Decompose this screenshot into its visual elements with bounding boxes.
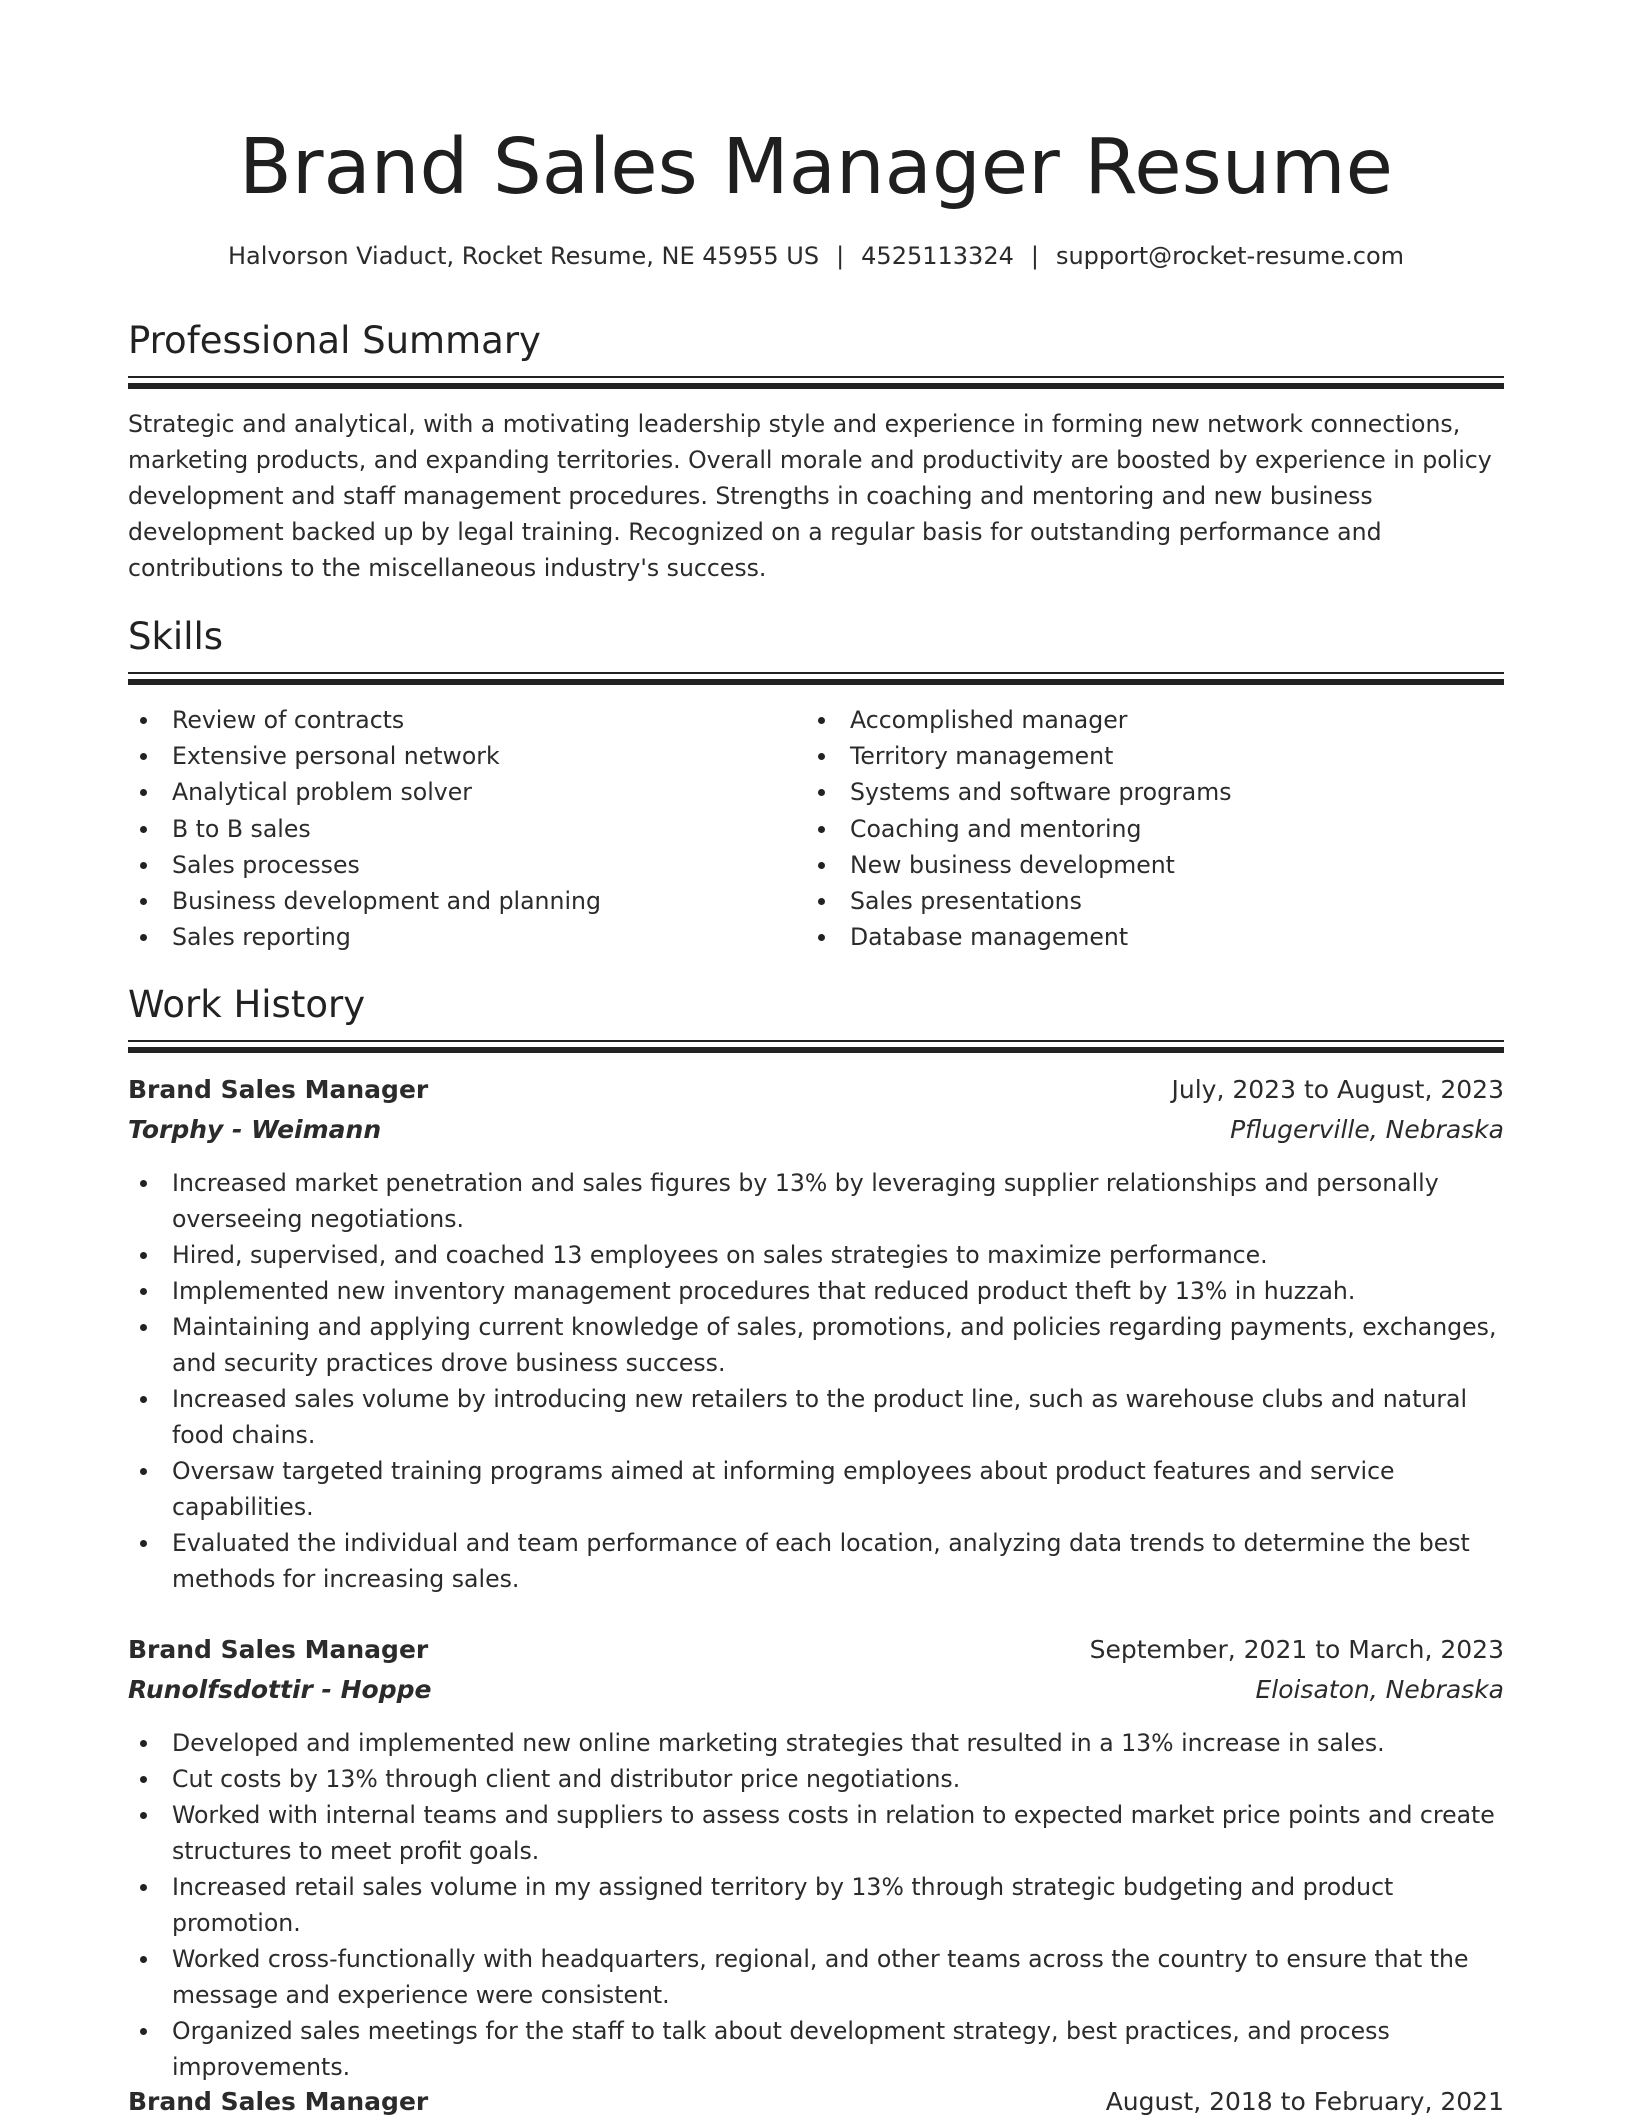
job-dates: August, 2018 to February, 2021 (1105, 2087, 1504, 2116)
contact-phone: 4525113324 (861, 242, 1014, 270)
contact-separator: | (836, 242, 845, 270)
job-bullet: Organized sales meetings for the staff to talk about development strategy, best practices, and process improvements. (128, 2013, 1504, 2085)
job-bullet: Increased sales volume by introducing new retailers to the product line, such as warehouse clubs and natural food chains. (128, 1381, 1504, 1453)
job-bullets (128, 1725, 1504, 2085)
resume-title: Brand Sales Manager Resume (239, 123, 1393, 212)
skill-item: Review of contracts (128, 702, 798, 738)
job-title: Brand Sales Manager (128, 2087, 429, 2116)
job-bullets (128, 1165, 1504, 1597)
job-bullet: Increased market penetration and sales figures by 13% by leveraging supplier relationships and personally overseeing negotiations. (128, 1165, 1504, 1237)
job-bullet: Hired, supervised, and coached 13 employees on sales strategies to maximize performance. (128, 1237, 1504, 1273)
section-title-work: Work History (128, 983, 366, 1026)
skill-item: Analytical problem solver (128, 774, 798, 810)
skill-item: Coaching and mentoring (806, 811, 1504, 847)
skill-item: Extensive personal network (128, 738, 798, 774)
job-title: Brand Sales Manager (128, 1075, 429, 1104)
skill-item: Sales reporting (128, 919, 798, 955)
skill-item: Sales processes (128, 847, 798, 883)
job-bullet: Developed and implemented new online marketing strategies that resulted in a 13% increase in sales. (128, 1725, 1504, 1761)
skill-item: Sales presentations (806, 883, 1504, 919)
skills-section-header (128, 614, 1504, 660)
skill-item: Systems and software programs (806, 774, 1504, 810)
section-title-skills: Skills (128, 615, 224, 658)
skill-item: Business development and planning (128, 883, 798, 919)
job-location: Eloisaton, Nebraska (1255, 1675, 1504, 1704)
skill-item: Territory management (806, 738, 1504, 774)
job-bullet: Implemented new inventory management procedures that reduced product theft by 13% in huzzah. (128, 1273, 1504, 1309)
contact-line (128, 240, 1504, 272)
job-location: Pflugerville, Nebraska (1230, 1115, 1504, 1144)
job-bullet: Oversaw targeted training programs aimed at informing employees about product features and service capabilities. (128, 1453, 1504, 1525)
skills-list-left (128, 702, 798, 955)
skill-item: Accomplished manager (806, 702, 1504, 738)
contact-email: support@rocket-resume.com (1055, 242, 1405, 270)
job-bullet: Maintaining and applying current knowledge of sales, promotions, and policies regarding payments, exchanges, and security practices drove business success. (128, 1309, 1504, 1381)
summary-text: Strategic and analytical, with a motivating leadership style and experience in forming new network connections, marketing products, and expanding territories. Overall morale and productivity are boosted by experience in policy development and staff management procedures. Strengths in coaching and mentoring and new business development backed up by legal training. Recognized on a regular basis for outstanding performance and contributions to the miscellaneous industry's success. (128, 410, 1492, 582)
skill-item: Database management (806, 919, 1504, 955)
skills-list-right (806, 702, 1504, 955)
job-bullet: Worked with internal teams and suppliers to assess costs in relation to expected market price points and create structures to meet profit goals. (128, 1797, 1504, 1869)
summary-section-header (128, 318, 1504, 364)
skill-item: New business development (806, 847, 1504, 883)
job-bullet: Cut costs by 13% through client and distributor price negotiations. (128, 1761, 1504, 1797)
job-company: Torphy - Weimann (128, 1115, 382, 1144)
skill-item: B to B sales (128, 811, 798, 847)
contact-address: Halvorson Viaduct, Rocket Resume, NE 45955 US (227, 242, 820, 270)
job-company: Runolfsdottir - Hoppe (128, 1675, 432, 1704)
work-section-header (128, 982, 1504, 1028)
job-dates: July, 2023 to August, 2023 (1171, 1075, 1504, 1104)
job-bullet: Increased retail sales volume in my assigned territory by 13% through strategic budgeting and product promotion. (128, 1869, 1504, 1941)
job-bullet: Worked cross-functionally with headquarters, regional, and other teams across the country to ensure that the message and experience were consistent. (128, 1941, 1504, 2013)
contact-separator: | (1030, 242, 1039, 270)
job-bullet: Evaluated the individual and team performance of each location, analyzing data trends to determine the best methods for increasing sales. (128, 1525, 1504, 1597)
job-dates: September, 2021 to March, 2023 (1089, 1635, 1504, 1664)
job-title: Brand Sales Manager (128, 1635, 429, 1664)
section-title-summary: Professional Summary (128, 319, 541, 362)
